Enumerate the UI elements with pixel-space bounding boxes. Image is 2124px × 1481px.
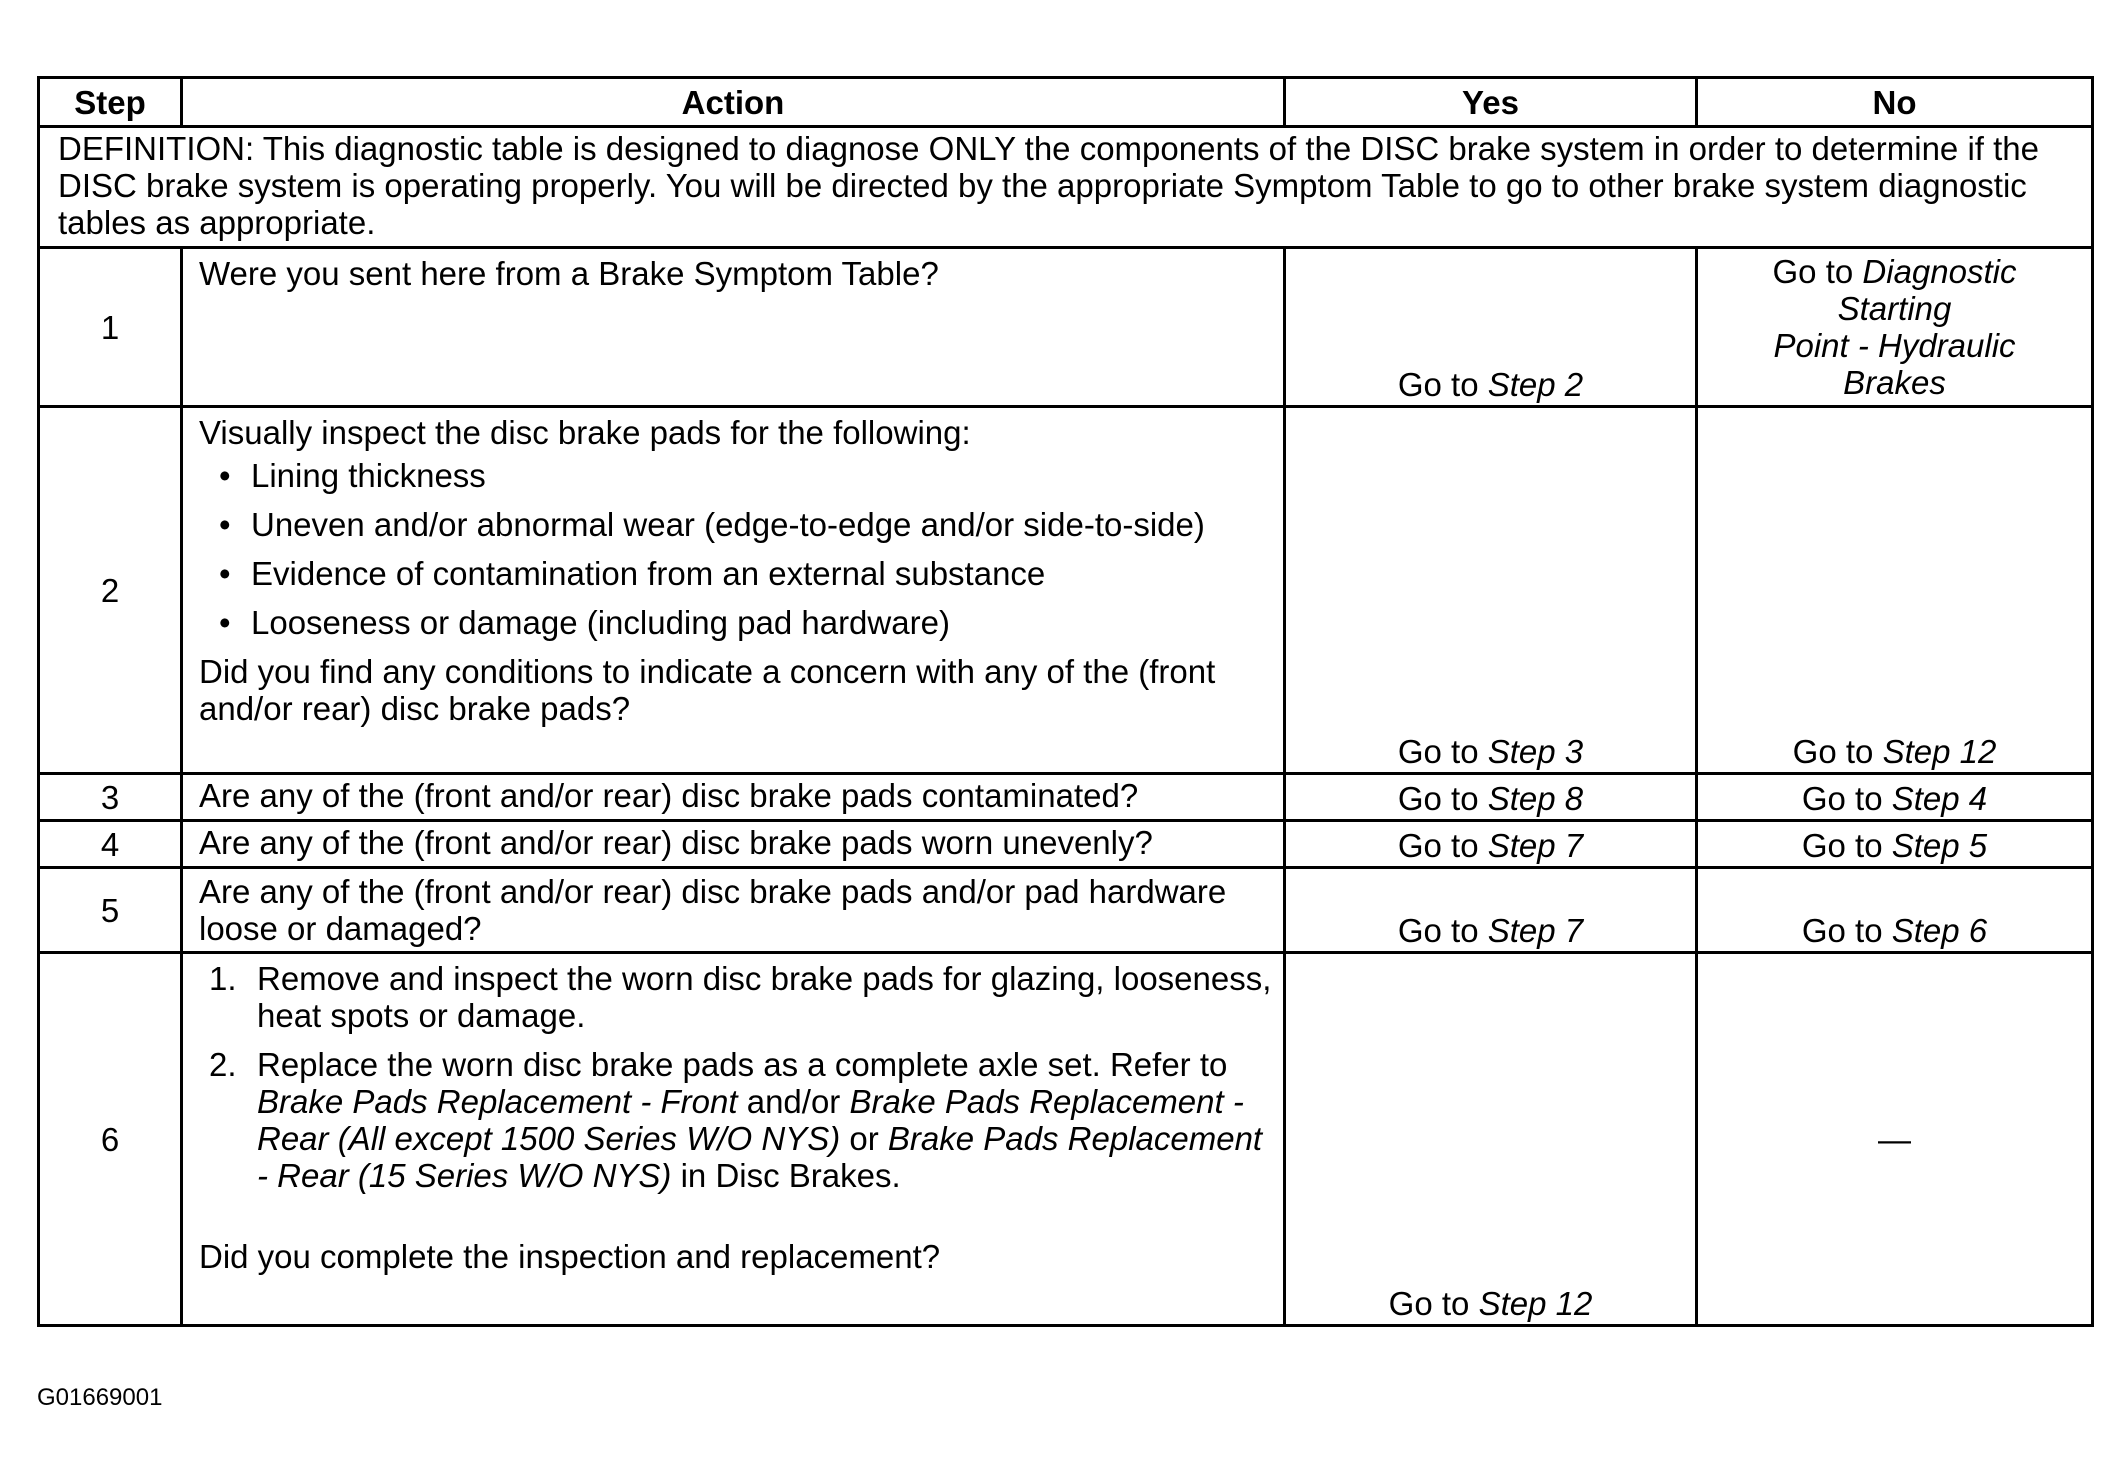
go-to-label: Go to: [1801, 779, 1883, 817]
no-cell: [1697, 953, 2093, 1326]
item-text: Remove and inspect the worn disc brake pads for glazing, looseness, heat spots or damage.: [257, 960, 1272, 1034]
action-cell: [182, 248, 1285, 407]
procedure-list: [199, 960, 1273, 1194]
reference-link[interactable]: Brake Pads Replacement - Rear (All except 1500 Series W/O NYS): [257, 1083, 1244, 1157]
go-to-label: Go to: [1388, 1285, 1470, 1322]
no-cell: [1697, 774, 2093, 821]
no-ref-line: Starting: [1837, 290, 1952, 327]
list-item: [209, 960, 1273, 1034]
no-cell: [1697, 248, 2093, 407]
yes-step-ref: Step 3: [1487, 733, 1584, 770]
no-ref-line: Point - Hydraulic: [1773, 327, 2016, 364]
go-to-label: Go to: [1397, 733, 1479, 770]
no-cell: [1697, 407, 2093, 774]
table-row: [39, 868, 2093, 953]
no-step-ref: Step 12: [1882, 733, 1997, 770]
header-yes: Yes: [1285, 78, 1697, 127]
table-row: [39, 953, 2093, 1326]
figure-id: G01669001: [37, 1384, 163, 1411]
reference-link[interactable]: Brake Pads Replacement - Front: [257, 1083, 738, 1120]
header-action: Action: [182, 78, 1285, 127]
action-question: Are any of the (front and/or rear) disc brake pads contaminated?: [182, 774, 1285, 821]
step-number: 2: [39, 407, 182, 774]
list-item: [209, 1046, 1273, 1194]
list-item: • Lining thickness: [251, 457, 1273, 494]
yes-step-ref: Step 2: [1487, 366, 1584, 403]
action-intro: Visually inspect the disc brake pads for the following:: [199, 414, 971, 451]
yes-step-ref: Step 7: [1487, 912, 1584, 949]
go-to-label: Go to: [1397, 826, 1479, 864]
yes-cell: [1285, 868, 1697, 953]
no-step-ref: Step 4: [1891, 779, 1988, 817]
condition-list: [199, 457, 1273, 641]
step-number: 1: [39, 248, 182, 407]
go-to-label: Go to: [1792, 733, 1874, 770]
action-cell: [182, 953, 1285, 1326]
action-question: Are any of the (front and/or rear) disc brake pads and/or pad hardware loose or damaged?: [182, 868, 1285, 953]
go-to-label: Go to: [1801, 826, 1883, 864]
step-number: 3: [39, 774, 182, 821]
no-step-ref: Step 5: [1891, 826, 1988, 864]
header-row: [39, 78, 2093, 127]
action-question: Did you find any conditions to indicate a concern with any of the (front and/or rear) disc brake pads?: [199, 653, 1216, 727]
no-ref-line: Brakes: [1843, 364, 1946, 401]
list-item: • Uneven and/or abnormal wear (edge-to-edge and/or side-to-side): [251, 506, 1273, 543]
yes-cell: [1285, 821, 1697, 868]
reference-link[interactable]: Brake Pads Replacement - Rear (15 Series W/O NYS): [257, 1120, 1263, 1194]
yes-cell: [1285, 407, 1697, 774]
definition-text: DEFINITION: This diagnostic table is designed to diagnose ONLY the components of the DISC brake system in order to determine if the DISC brake system is operating properly. You will be directed by the appropriate Symptom Table to go to other brake system diagnostic tables as appropriate.: [39, 127, 2093, 248]
action-question: Are any of the (front and/or rear) disc brake pads worn unevenly?: [182, 821, 1285, 868]
conjunction-text: or: [849, 1120, 879, 1157]
action-cell: [182, 407, 1285, 774]
item-number: 2.: [209, 1046, 237, 1083]
go-to-label: Go to: [1397, 779, 1479, 817]
go-to-label: Go to: [1801, 912, 1883, 949]
diagnostic-table: [37, 76, 2094, 1327]
yes-step-ref: Step 7: [1487, 826, 1584, 864]
no-step-ref: Step 6: [1891, 912, 1988, 949]
table-row: [39, 821, 2093, 868]
yes-cell: [1285, 953, 1697, 1326]
no-cell: [1697, 821, 2093, 868]
table-row: [39, 248, 2093, 407]
table-row: [39, 407, 2093, 774]
go-to-label: Go to: [1397, 366, 1479, 403]
location-text: in Disc Brakes.: [680, 1157, 901, 1194]
go-to-label: Go to: [1397, 912, 1479, 949]
header-no: No: [1697, 78, 2093, 127]
action-question: Did you complete the inspection and replacement?: [199, 1238, 941, 1275]
no-value: —: [1878, 1120, 1911, 1158]
step-number: 5: [39, 868, 182, 953]
yes-step-ref: Step 8: [1487, 779, 1584, 817]
step-number: 4: [39, 821, 182, 868]
table-row: [39, 774, 2093, 821]
conjunction-text: and/or: [746, 1083, 841, 1120]
yes-cell: [1285, 248, 1697, 407]
go-to-label: Go to: [1772, 253, 1854, 290]
no-cell: [1697, 868, 2093, 953]
refer-to-text: Refer to: [1109, 1046, 1228, 1083]
item-text: Replace the worn disc brake pads as a complete axle set.: [257, 1046, 1101, 1083]
yes-cell: [1285, 774, 1697, 821]
definition-row: [39, 127, 2093, 248]
list-item: • Looseness or damage (including pad hardware): [251, 604, 1273, 641]
item-number: 1.: [209, 960, 237, 997]
header-step: Step: [39, 78, 182, 127]
step-number: 6: [39, 953, 182, 1326]
list-item: • Evidence of contamination from an external substance: [251, 555, 1273, 592]
action-question: Were you sent here from a Brake Symptom Table?: [199, 255, 939, 292]
yes-step-ref: Step 12: [1478, 1285, 1593, 1322]
no-ref-line: Diagnostic: [1862, 253, 2017, 290]
